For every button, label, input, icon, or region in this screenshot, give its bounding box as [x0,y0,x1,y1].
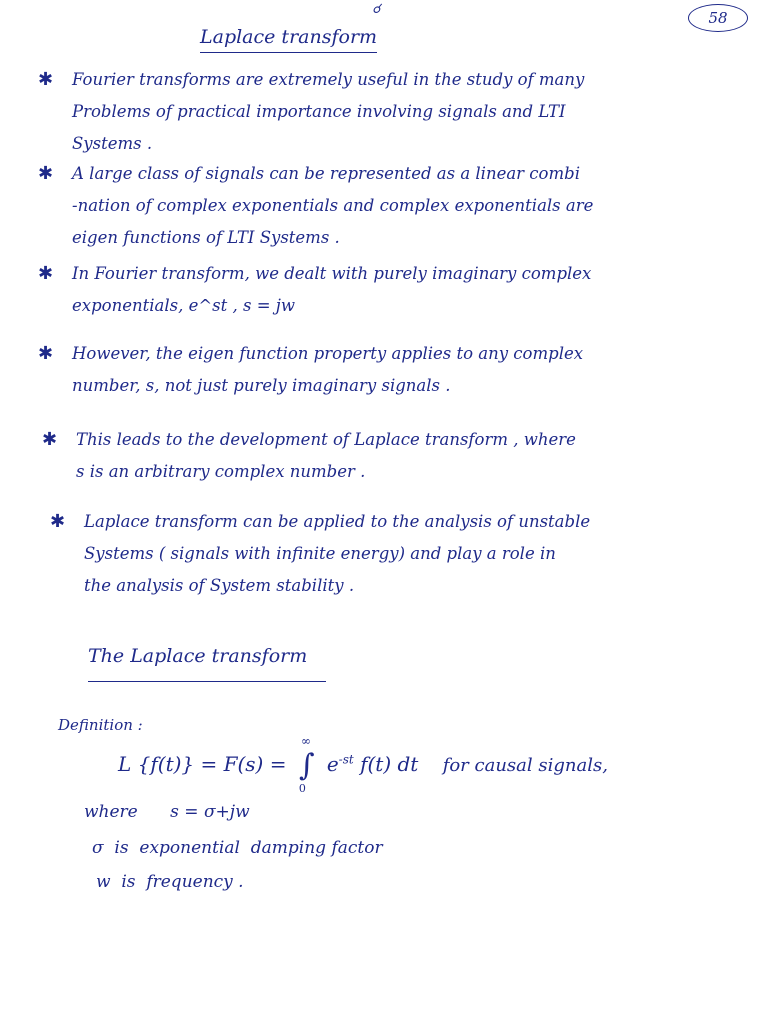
integral-upper-limit: ∞ [300,734,311,748]
omega-definition: w is frequency . [96,872,244,892]
page-title: Laplace transform [200,26,377,53]
integral-symbol: ∫ [298,748,315,783]
bullet-line: Fourier transforms are extremely useful in the study of many [72,70,585,89]
star-bullet-icon: ✱ [38,163,54,184]
top-mark: ☌ [372,2,381,17]
bullet-purely-imaginary [38,258,752,322]
bullet-laplace-development [42,424,756,488]
formula-lhs: L {f(t)} = F(s) = [118,752,287,776]
star-bullet-icon: ✱ [50,511,66,532]
bullet-line: -nation of complex exponentials and complex exponentials are [72,196,594,215]
bullet-fourier-usefulness [38,64,752,160]
bullet-line: This leads to the development of Laplace transform , where [76,430,576,449]
bullet-line: In Fourier transform, we dealt with purely imaginary complex [72,264,592,283]
star-bullet-icon: ✱ [42,429,58,450]
bullet-line: s is an arbitrary complex number . [76,462,366,481]
bullet-line: eigen functions of LTI Systems . [72,228,340,247]
star-bullet-icon: ✱ [38,343,54,364]
definition-label: Definition : [58,716,143,734]
section-title: The Laplace transform [88,645,326,682]
laplace-definition-formula [118,734,608,795]
star-bullet-icon: ✱ [38,263,54,284]
integrand-exponent: -st [338,752,354,767]
sigma-definition: σ is exponential damping factor [92,838,383,858]
bullet-eigen-property [38,338,752,402]
bullet-line: Systems . [72,134,153,153]
star-bullet-icon: ✱ [38,69,54,90]
bullet-line: Laplace transform can be applied to the analysis of unstable [84,512,591,531]
bullet-line: the analysis of System stability . [84,576,355,595]
bullet-line: number, s, not just purely imaginary signals . [72,376,451,395]
bullet-line: A large class of signals can be represented as a linear combi [72,164,580,183]
integral-lower-limit: 0 [298,782,306,795]
integrand-base: e [326,752,339,776]
bullet-complex-exponentials [38,158,752,254]
where-line: where s = σ+jw [84,802,250,822]
formula-condition: for causal signals, [442,755,608,776]
bullet-line: Systems ( signals with infinite energy) and play a role in [84,544,556,563]
bullet-unstable-systems [50,506,764,602]
integral-sign [298,734,315,795]
bullet-line: exponentials, e^st , s = jw [72,296,296,315]
integrand-rest: f(t) dt [360,752,419,776]
page-number: 58 [688,4,748,32]
bullet-line: However, the eigen function property applies to any complex [72,344,584,363]
bullet-line: Problems of practical importance involving signals and LTI [72,102,566,121]
